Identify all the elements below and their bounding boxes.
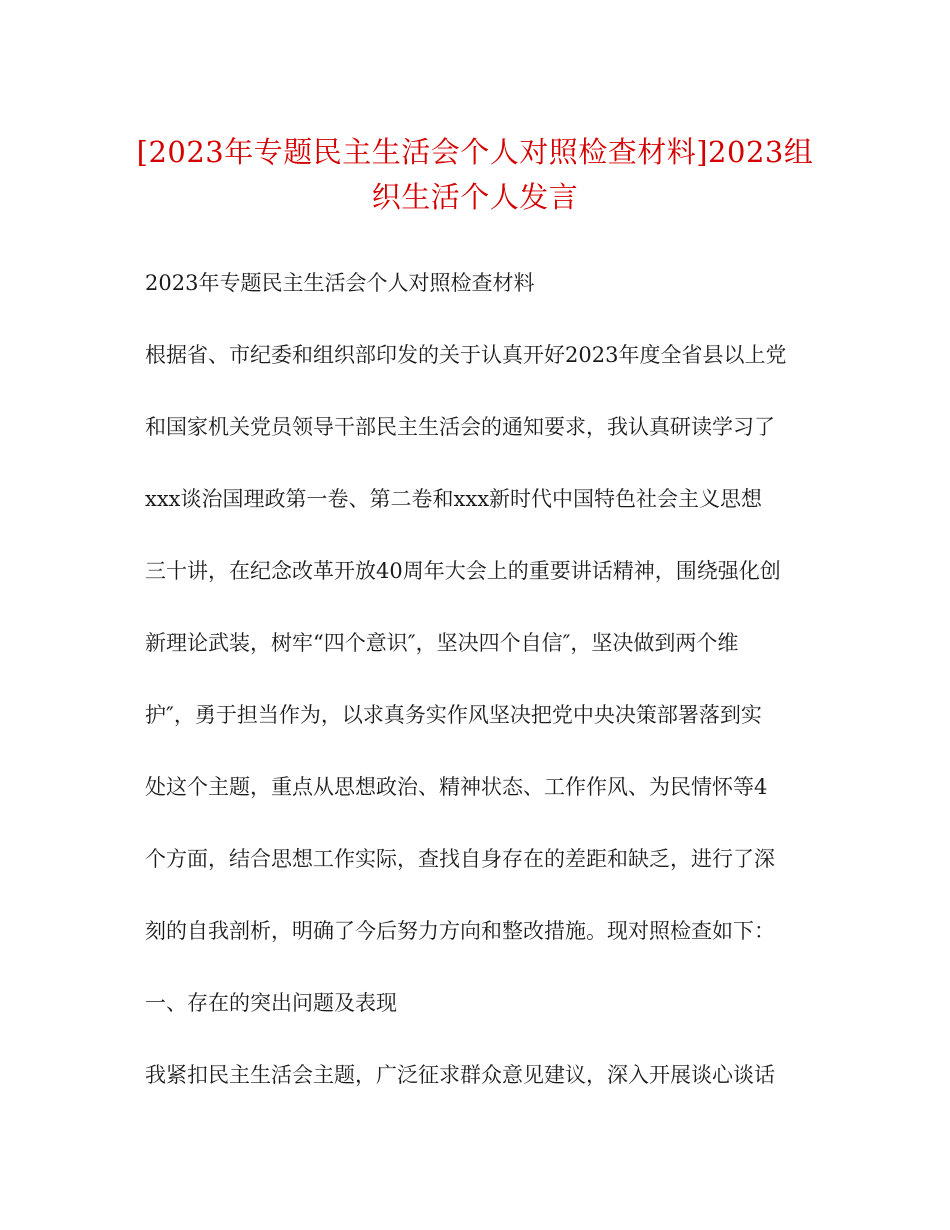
body-line: 个方面，结合思想工作实际，查找自身存在的差距和缺乏，进行了深: [145, 847, 775, 871]
body-line: 刻的自我剖析，明确了今后努力方向和整改措施。现对照检查如下：: [145, 919, 775, 943]
body-line: 三十讲，在纪念改革开放40周年大会上的重要讲话精神，围绕强化创: [145, 559, 781, 583]
body-line: 处这个主题，重点从思想政治、精神状态、工作作风、为民情怀等4: [145, 775, 768, 799]
body-line: 护″，勇于担当作为，以求真务实作风坚决把党中央决策部署落到实: [145, 703, 762, 727]
body-line: 新理论武装，树牢“四个意识″，坚决四个自信″，坚决做到两个维: [145, 631, 739, 655]
document-title-line-2: 织生活个人发言: [371, 180, 579, 214]
document-title-line-1: [2023年专题民主生活会个人对照检查材料]2023组: [136, 135, 814, 169]
section-body-line: 我紧扣民主生活会主题，广泛征求群众意见建议，深入开展谈心谈话: [145, 1063, 775, 1087]
document-subtitle: 2023年专题民主生活会个人对照检查材料: [145, 271, 535, 295]
body-line: xxx谈治国理政第一卷、第二卷和xxx新时代中国特色社会主义思想: [145, 487, 763, 511]
body-line: 和国家机关党员领导干部民主生活会的通知要求，我认真研读学习了: [145, 415, 775, 439]
section-heading: 一、存在的突出问题及表现: [145, 991, 397, 1015]
body-line: 根据省、市纪委和组织部印发的关于认真开好2023年度全省县以上党: [145, 343, 787, 367]
